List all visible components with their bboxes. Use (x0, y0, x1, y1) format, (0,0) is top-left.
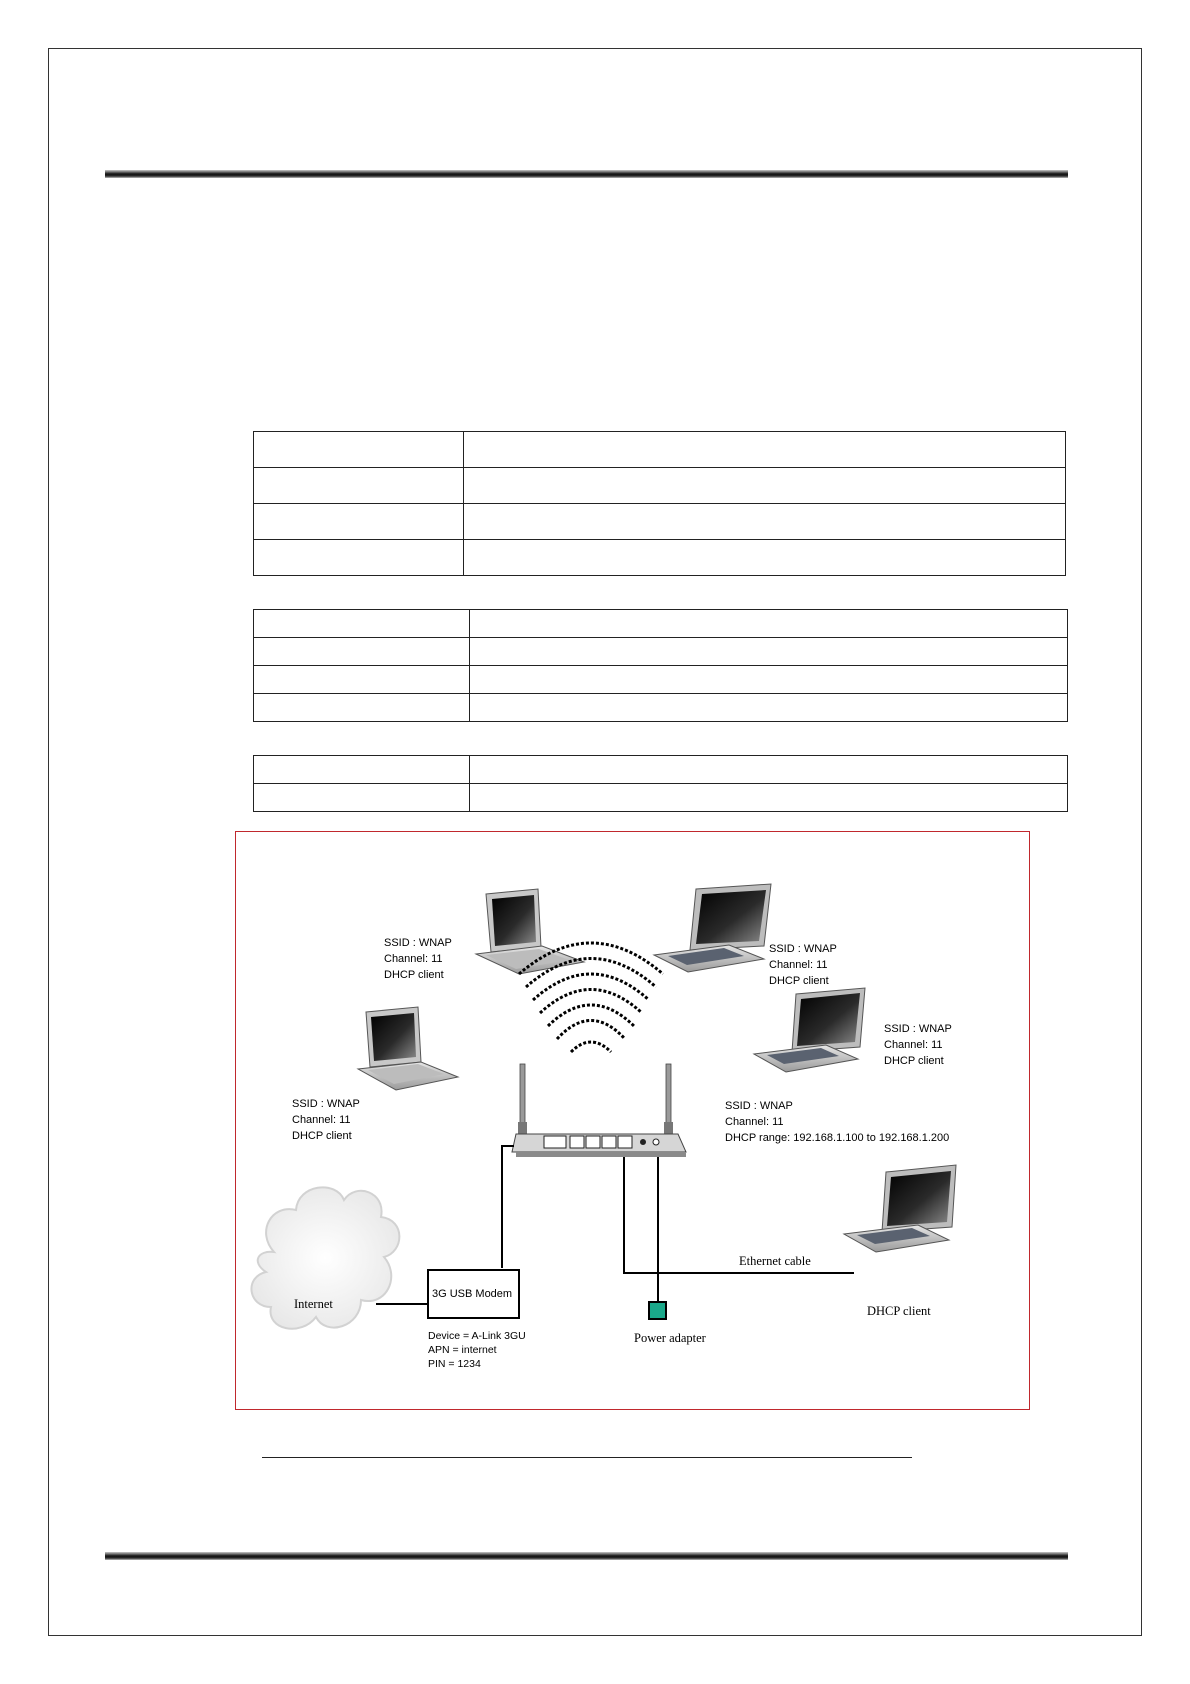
modem-device-text: Device = A-Link 3GU (428, 1330, 526, 1342)
role-text: DHCP client (292, 1130, 352, 1142)
internet-label: Internet (294, 1297, 333, 1311)
table-row (254, 432, 1066, 468)
channel-text: Channel: 11 (384, 953, 443, 965)
dhcp-range-text: DHCP range: 192.168.1.100 to 192.168.1.200 (725, 1132, 950, 1144)
power-adapter-label: Power adapter (634, 1331, 706, 1345)
settings-table-1 (253, 431, 1066, 576)
role-text: DHCP client (884, 1055, 944, 1067)
table-row (254, 666, 1068, 694)
router-label (725, 1098, 949, 1146)
table-row (254, 784, 1068, 812)
wireless-signal-icon (519, 943, 663, 1052)
footer-rule (105, 1552, 1068, 1560)
network-diagram (235, 831, 1030, 1410)
ssid-text: SSID : WNAP (384, 937, 452, 949)
laptop-label (292, 1096, 360, 1144)
settings-table-3 (253, 755, 1068, 812)
ssid-text: SSID : WNAP (725, 1100, 793, 1112)
laptop-icon (844, 1165, 956, 1252)
wired-client-label: DHCP client (867, 1304, 931, 1318)
table-row (254, 694, 1068, 722)
laptop-icon (754, 988, 865, 1072)
router-icon (512, 1064, 686, 1157)
table-row (254, 540, 1066, 576)
ssid-text: SSID : WNAP (292, 1098, 360, 1110)
laptop-icon (654, 884, 771, 972)
laptop-icon (358, 1007, 458, 1090)
laptop-label (384, 935, 452, 983)
table-row (254, 468, 1066, 504)
table-row (254, 638, 1068, 666)
laptop-label (884, 1021, 952, 1069)
channel-text: Channel: 11 (769, 959, 828, 971)
laptop-label (769, 941, 837, 989)
modem-pin-text: PIN = 1234 (428, 1358, 481, 1370)
ssid-text: SSID : WNAP (884, 1023, 952, 1035)
table-row (254, 610, 1068, 638)
caption-underline (262, 1457, 912, 1458)
channel-text: Channel: 11 (292, 1114, 351, 1126)
modem-apn-text: APN = internet (428, 1344, 497, 1356)
ssid-text: SSID : WNAP (769, 943, 837, 955)
table-row (254, 504, 1066, 540)
usb-modem-label: 3G USB Modem (432, 1288, 513, 1300)
header-rule (105, 170, 1068, 178)
ethernet-cable-label: Ethernet cable (739, 1254, 811, 1268)
modem-settings (428, 1329, 526, 1371)
channel-text: Channel: 11 (884, 1039, 943, 1051)
settings-table-2 (253, 609, 1068, 722)
role-text: DHCP client (769, 975, 829, 987)
table-row (254, 756, 1068, 784)
role-text: DHCP client (384, 969, 444, 981)
laptop-icon (476, 889, 584, 974)
power-adapter-icon (649, 1302, 666, 1319)
channel-text: Channel: 11 (725, 1116, 784, 1128)
